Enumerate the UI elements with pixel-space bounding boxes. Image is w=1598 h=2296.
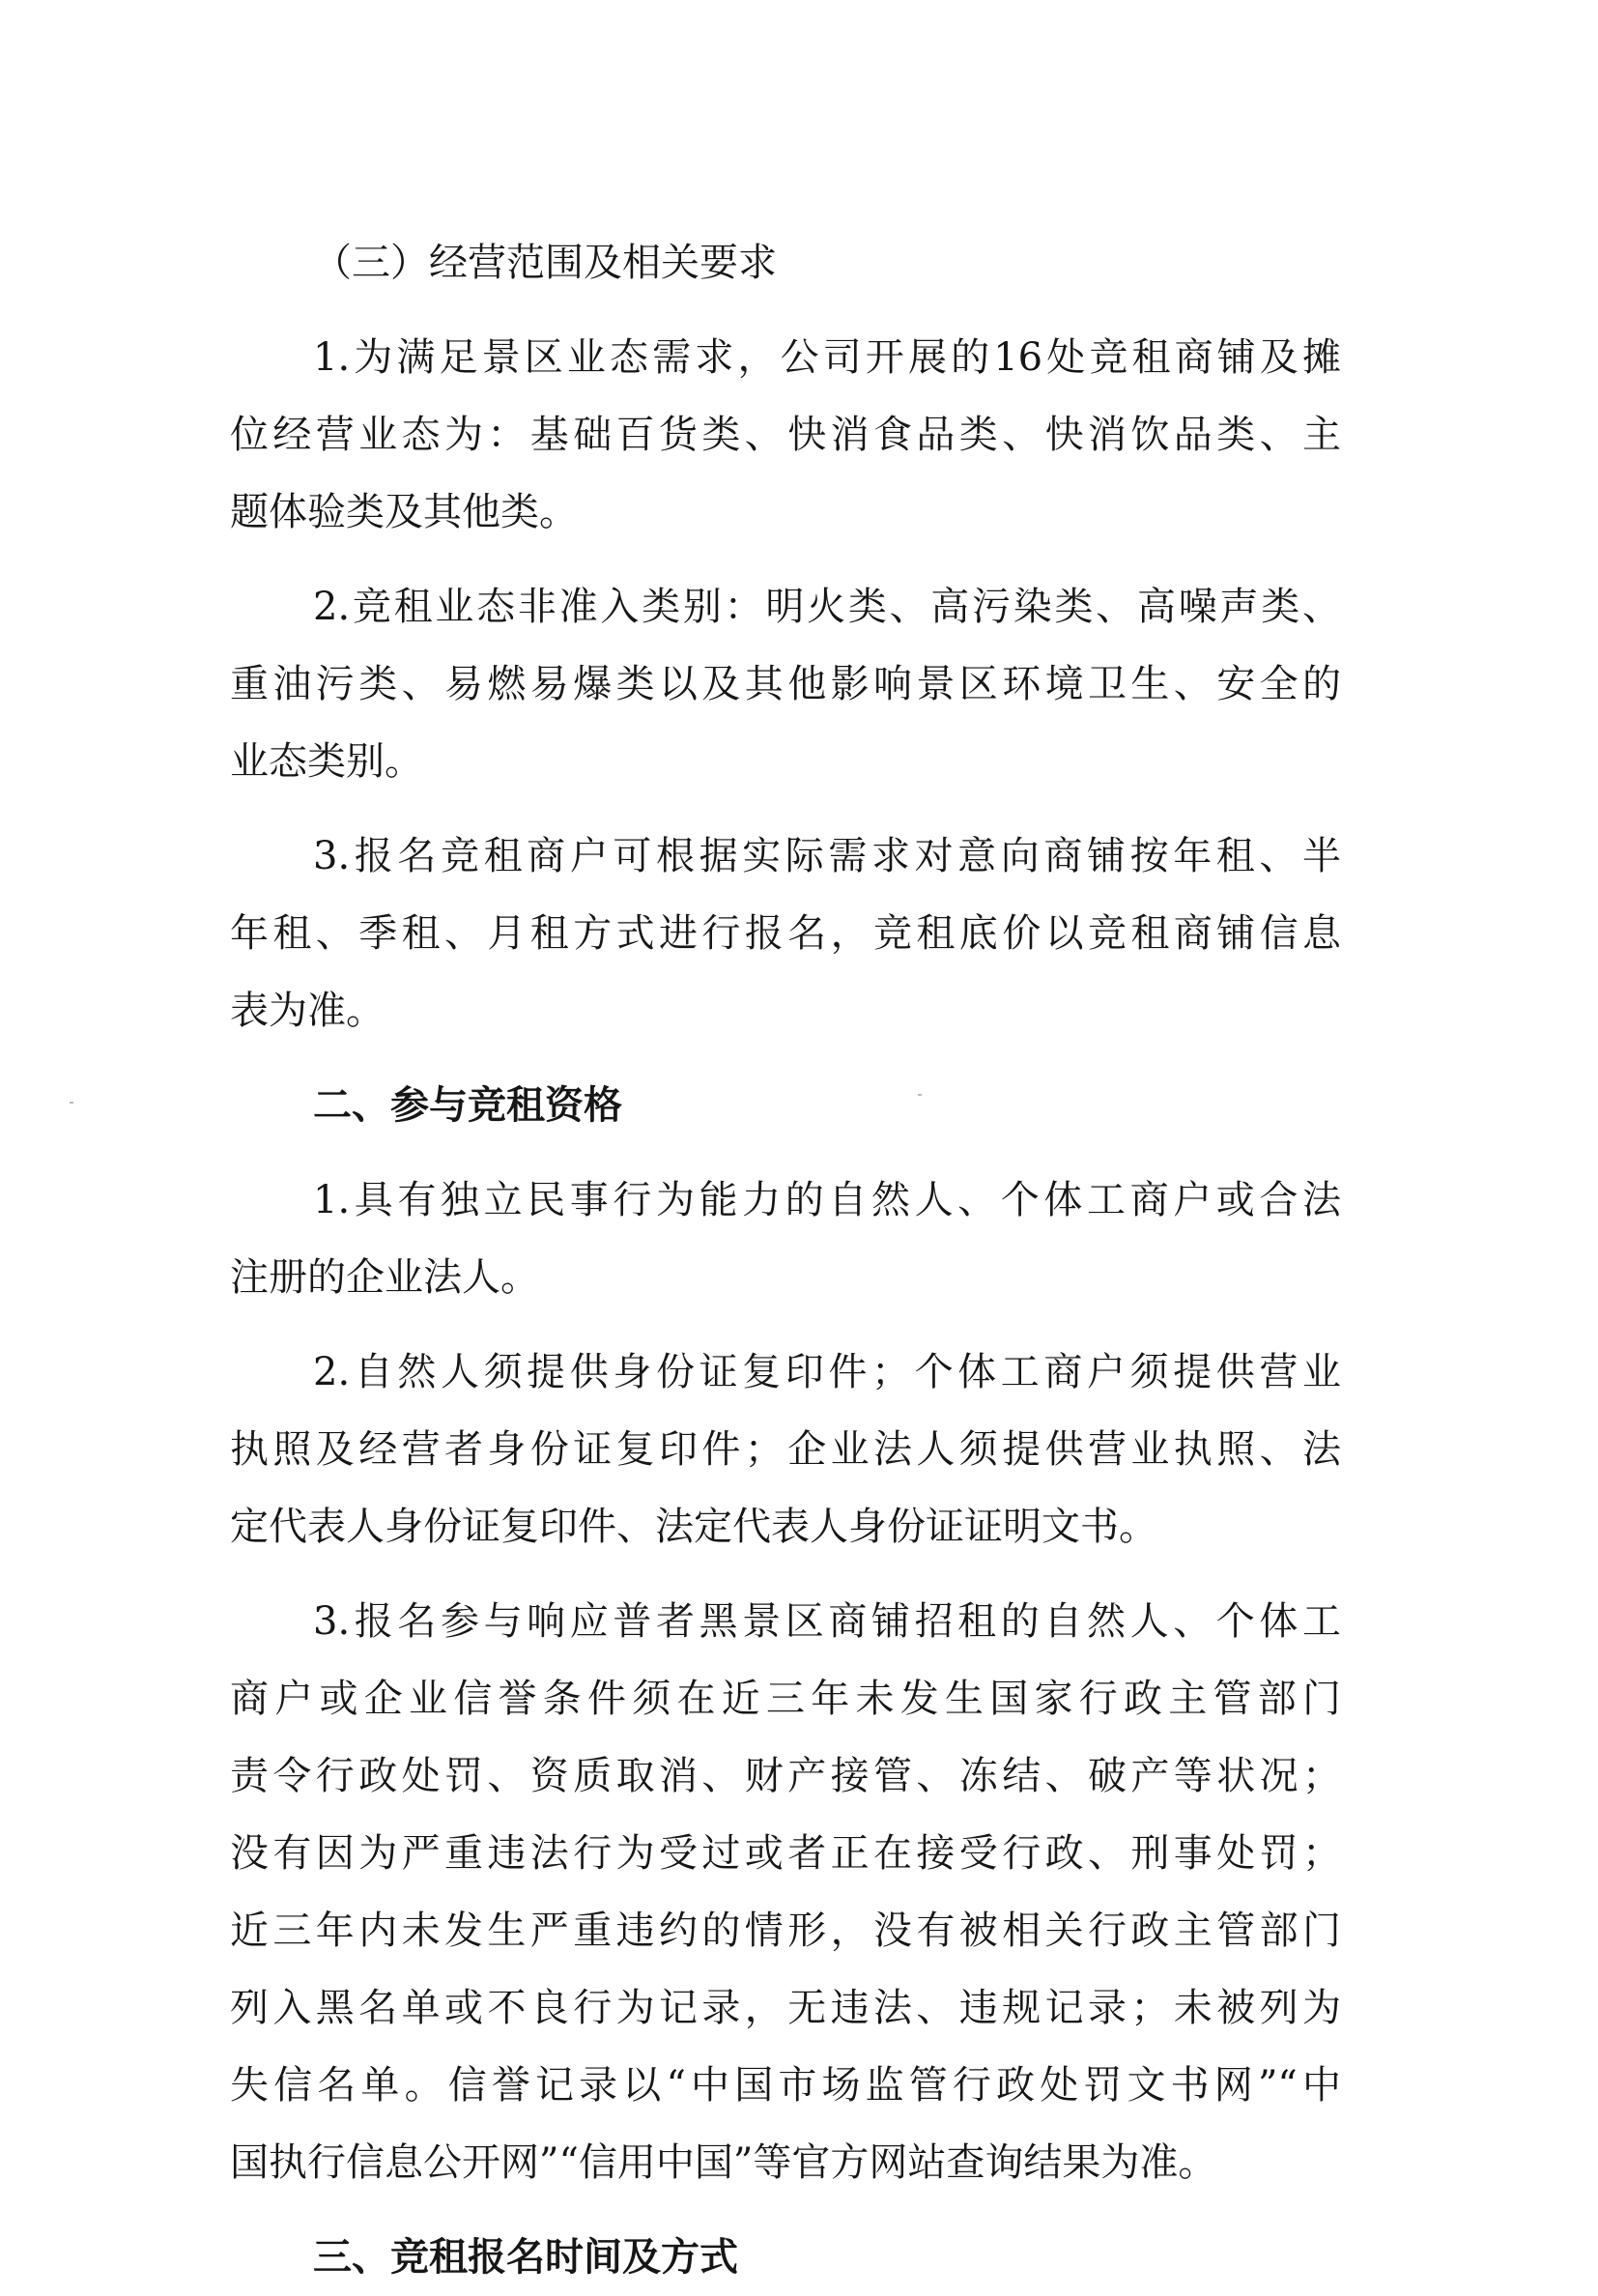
paragraph-line: 执照及经营者身份证复印件；企业法人须提供营业执照、法 xyxy=(230,1427,1341,1472)
section-heading-qualifications: 二、参与竞租资格 xyxy=(313,1083,622,1128)
paragraph-line: 3.报名竞租商户可根据实际需求对意向商铺按年租、半 xyxy=(313,834,1341,878)
paragraph-line: 失信名单。信誉记录以“中国市场监管行政处罚文书网”“中 xyxy=(230,2063,1341,2108)
paragraph-line: 表为准。 xyxy=(230,989,385,1033)
paragraph-line: 3.报名参与响应普者黑景区商铺招租的自然人、个体工 xyxy=(313,1599,1341,1644)
section-heading-registration: 三、竞租报名时间及方式 xyxy=(313,2235,738,2280)
paragraph-line: 定代表人身份证复印件、法定代表人身份证证明文书。 xyxy=(230,1505,1157,1549)
paragraph-line: 题体验类及其他类。 xyxy=(230,490,578,534)
paragraph-line: 列入黑名单或不良行为记录，无违法、违规记录；未被列为 xyxy=(230,1986,1341,2030)
paragraph-line: 国执行信息公开网”“信用中国”等官方网站查询结果为准。 xyxy=(230,2140,1217,2185)
paragraph-line: 责令行政处罚、资质取消、财产接管、冻结、破产等状况； xyxy=(230,1754,1341,1798)
scan-speck xyxy=(70,1102,73,1104)
paragraph-line: 近三年内未发生严重违约的情形，没有被相关行政主管部门 xyxy=(230,1909,1341,1953)
document-body xyxy=(230,224,1341,2296)
paragraph-line: 重油污类、易燃易爆类以及其他影响景区环境卫生、安全的 xyxy=(230,662,1341,706)
paragraph-line: 年租、季租、月租方式进行报名，竞租底价以竞租商铺信息 xyxy=(230,911,1341,956)
paragraph-line: 位经营业态为：基础百货类、快消食品类、快消饮品类、主 xyxy=(230,413,1341,457)
paragraph-line: 商户或企业信誉条件须在近三年未发生国家行政主管部门 xyxy=(230,1677,1341,1721)
paragraph-line: 1.为满足景区业态需求，公司开展的16处竞租商铺及摊 xyxy=(313,335,1341,380)
section-subheading-business-scope: （三）经营范围及相关要求 xyxy=(313,241,777,285)
paragraph-line: 2.竞租业态非准入类别：明火类、高污染类、高噪声类、 xyxy=(313,585,1341,629)
paragraph-line: 没有因为严重违法行为受过或者正在接受行政、刑事处罚； xyxy=(230,1831,1341,1876)
paragraph-line: 注册的企业法人。 xyxy=(230,1255,539,1300)
paragraph-line: 业态类别。 xyxy=(230,739,423,784)
paragraph-line: 2.自然人须提供身份证复印件；个体工商户须提供营业 xyxy=(313,1350,1341,1394)
paragraph-line: 1.具有独立民事行为能力的自然人、个体工商户或合法 xyxy=(313,1178,1341,1222)
